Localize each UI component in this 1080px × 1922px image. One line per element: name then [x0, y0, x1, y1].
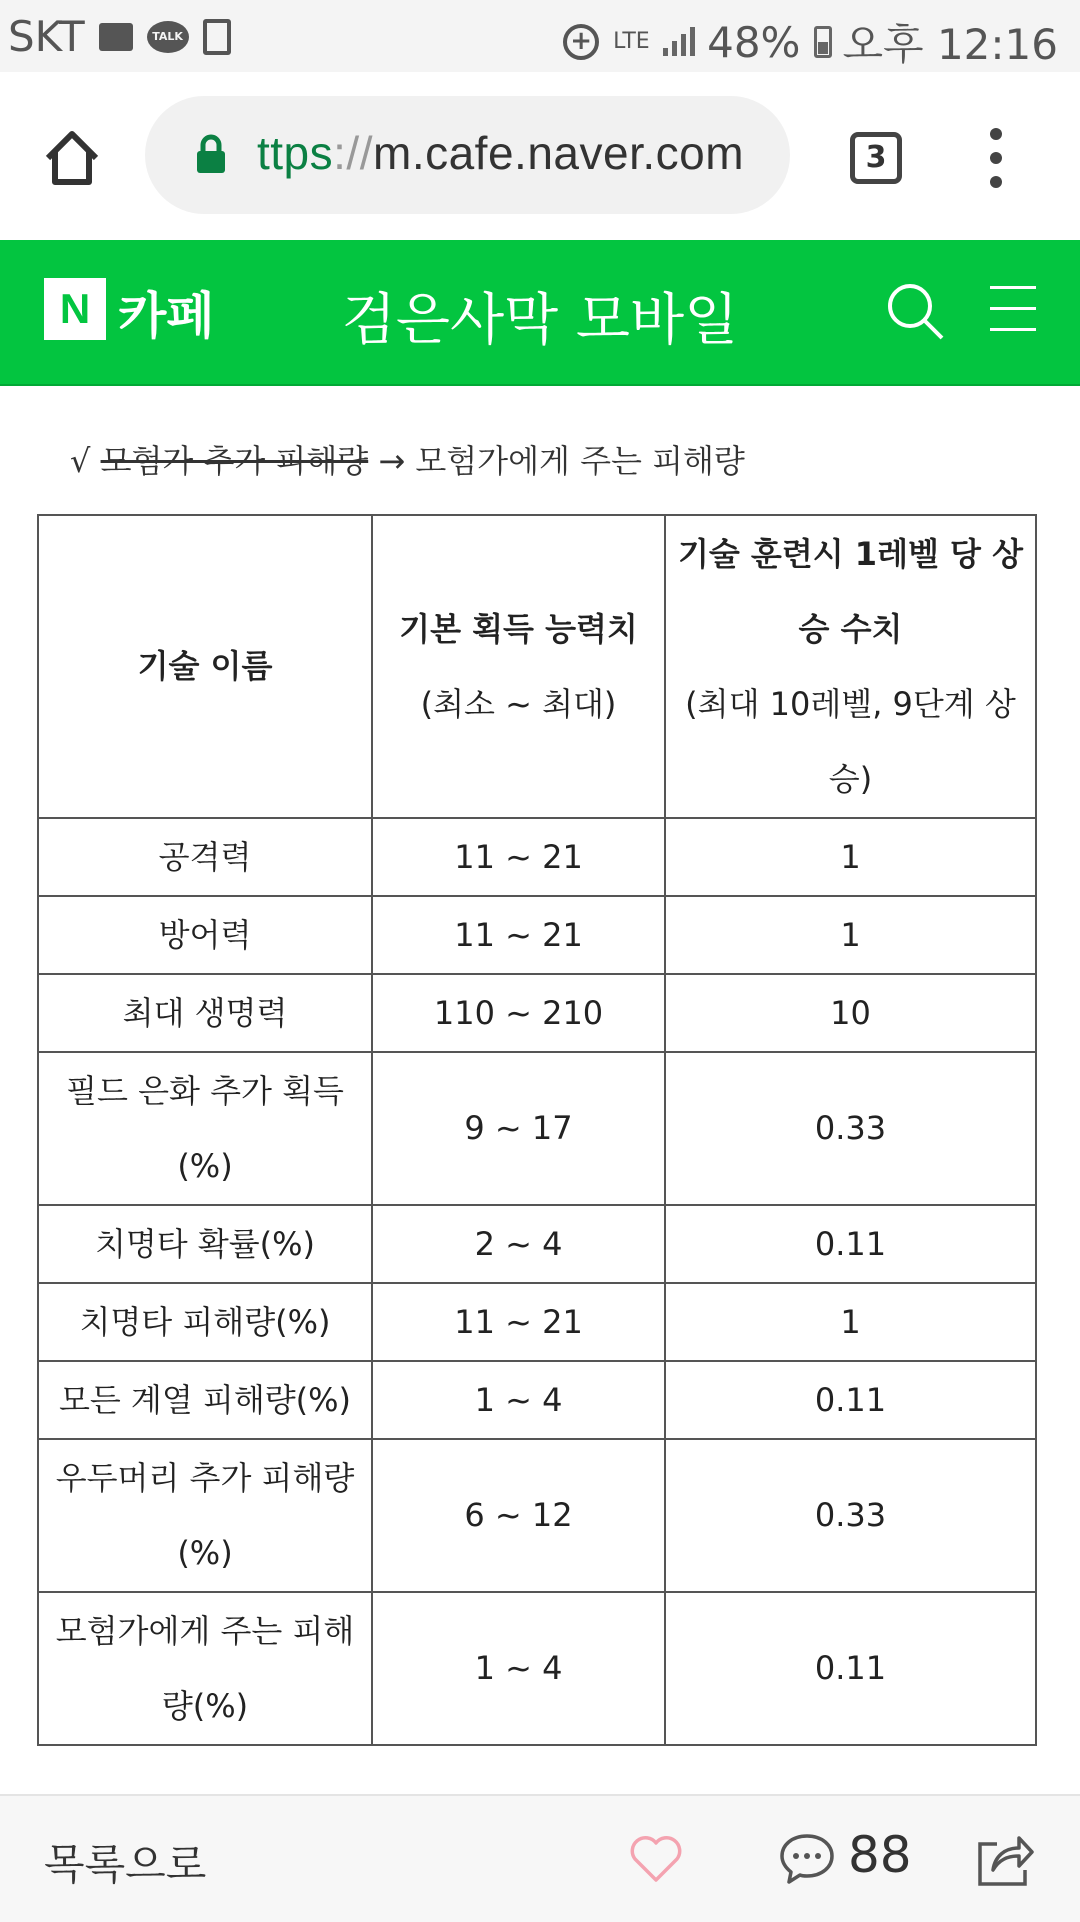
- battery-icon: [814, 26, 832, 58]
- header-base-stat: 기본 획득 능력치 (최소 ~ 최대): [372, 515, 665, 818]
- heart-icon[interactable]: [628, 1834, 684, 1884]
- back-to-list-button[interactable]: 목록으로: [44, 1840, 207, 1889]
- table-row: 치명타 피해량(%) 11 ~ 21 1: [38, 1283, 1036, 1361]
- cafe-title[interactable]: 검은사막 모바일: [341, 288, 739, 353]
- table-row: 모든 계열 피해량(%) 1 ~ 4 0.11: [38, 1361, 1036, 1439]
- table-row: 우두머리 추가 피해량(%) 6 ~ 12 0.33: [38, 1439, 1036, 1592]
- cafe-label[interactable]: 카페: [118, 287, 215, 345]
- tab-switcher-button[interactable]: 3: [850, 132, 902, 184]
- url-text: ttps://m.cafe.naver.com: [257, 127, 745, 179]
- gallery-notification-icon: [99, 23, 133, 51]
- lock-icon: [195, 134, 227, 174]
- cafe-header: [0, 240, 1080, 386]
- hamburger-icon[interactable]: [990, 286, 1036, 332]
- change-note: √ 모험가 추가 피해량 → 모험가에게 주는 피해량: [70, 442, 745, 480]
- naver-logo[interactable]: N: [44, 278, 106, 340]
- address-bar[interactable]: [145, 96, 790, 214]
- table-row: 최대 생명력 110 ~ 210 10: [38, 974, 1036, 1052]
- kakaotalk-notification-icon: TALK: [147, 21, 189, 53]
- lte-icon: LTE: [613, 29, 650, 54]
- header-skill-name: 기술 이름: [38, 515, 372, 818]
- browser-toolbar: [0, 72, 1080, 240]
- new-term: → 모험가에게 주는 피해량: [368, 442, 745, 480]
- share-icon[interactable]: [975, 1830, 1035, 1888]
- home-icon[interactable]: [42, 128, 102, 188]
- article-content: [0, 384, 1080, 1794]
- old-term: 모험가 추가 피해량: [100, 442, 369, 480]
- document-notification-icon: [203, 19, 231, 55]
- comment-icon[interactable]: [778, 1832, 836, 1886]
- article-bottom-bar: [0, 1794, 1080, 1922]
- signal-icon: [663, 26, 697, 58]
- more-options-icon[interactable]: [984, 128, 1008, 188]
- table-row: 공격력 11 ~ 21 1: [38, 818, 1036, 896]
- skill-stat-table: [37, 514, 1037, 1746]
- status-bar: [0, 0, 1080, 72]
- clock: 오후 12:16: [842, 20, 1058, 69]
- table-row: 모험가에게 주는 피해량(%) 1 ~ 4 0.11: [38, 1592, 1036, 1745]
- table-row: 방어력 11 ~ 21 1: [38, 896, 1036, 974]
- comment-count[interactable]: 88: [848, 1826, 912, 1884]
- data-saver-icon: +: [563, 24, 599, 60]
- search-icon[interactable]: [884, 280, 946, 342]
- table-row: 필드 은화 추가 획득(%) 9 ~ 17 0.33: [38, 1052, 1036, 1205]
- header-level-increase: 기술 훈련시 1레벨 당 상승 수치 (최대 10레벨, 9단계 상승): [665, 515, 1036, 818]
- carrier-label: SKT: [8, 12, 85, 61]
- table-row: 치명타 확률(%) 2 ~ 4 0.11: [38, 1205, 1036, 1283]
- battery-percent: 48%: [707, 17, 801, 67]
